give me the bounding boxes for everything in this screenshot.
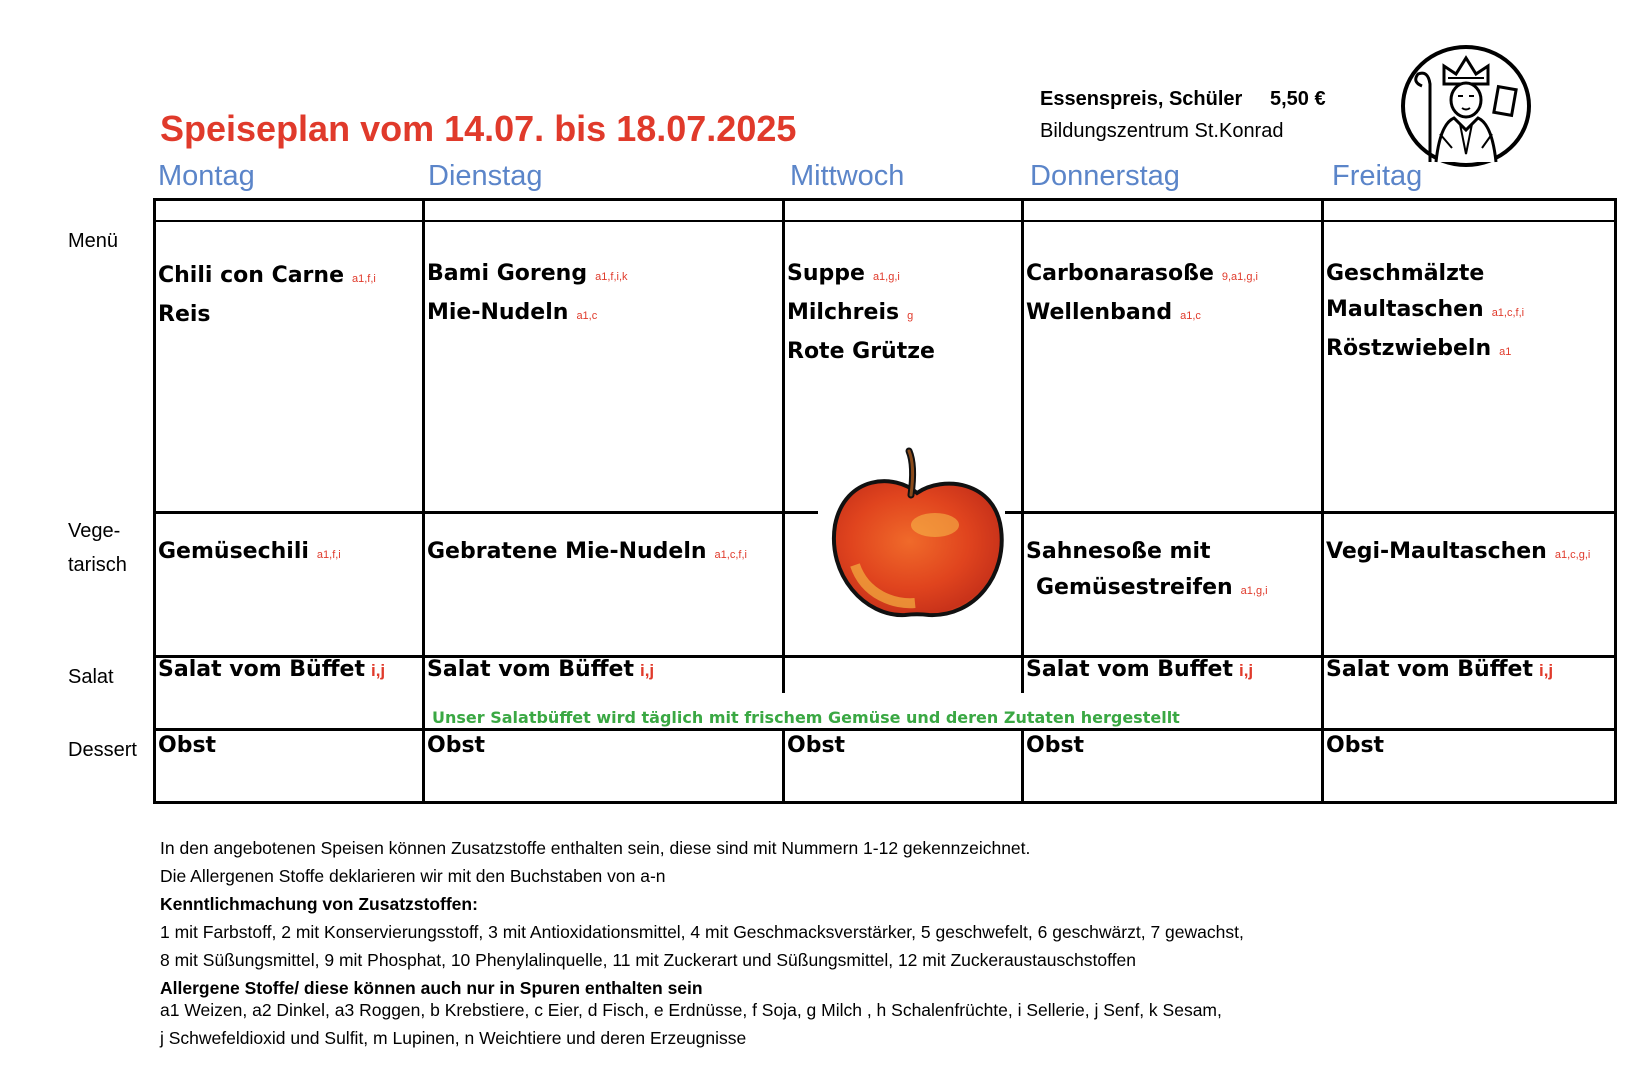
- row-label-salad: Salat: [68, 666, 114, 688]
- row-label-menu: Menü: [68, 230, 119, 252]
- footer-allergens-list-2: j Schwefeldioxid und Sulfit, m Lupinen, n Weichtiere und deren Erzeugnisse: [160, 1028, 747, 1048]
- salad-thursday: Salat vom Buffet i,j: [1026, 657, 1254, 682]
- salad-monday: Salat vom Büffet i,j: [158, 657, 386, 682]
- row-label-vegetarian: Vege- tarisch: [68, 520, 127, 576]
- footer-allergens-list-1: a1 Weizen, a2 Dinkel, a3 Roggen, b Krebstiere, c Eier, d Fisch, e Erdnüsse, f Soja, g Milch , h Schalenfrüchte, i Sellerie, j Senf, k Sesam,: [160, 1000, 1222, 1020]
- page-title: Speiseplan vom 14.07. bis 18.07.2025: [160, 108, 797, 149]
- veg-tuesday: Gebratene Mie-Nudeln a1,c,f,i: [427, 539, 747, 564]
- price-value: 5,50 €: [1270, 88, 1326, 110]
- footer-line-additives: In den angebotenen Speisen können Zusatzstoffe enthalten sein, diese sind mit Nummern 1-12 gekennzeichnet.: [160, 838, 1031, 858]
- price-label: Essenspreis, Schüler: [1040, 88, 1243, 110]
- price-info: [1040, 88, 1326, 111]
- saint-konrad-seal-icon: [1400, 44, 1532, 168]
- row-label-dessert: Dessert: [68, 739, 137, 761]
- salad-tuesday: Salat vom Büffet i,j: [427, 657, 655, 682]
- dessert-thursday: Obst: [1026, 733, 1085, 758]
- dessert-monday: Obst: [158, 733, 217, 758]
- footer-line-allergens: Die Allergenen Stoffe deklarieren wir mit den Buchstaben von a-n: [160, 866, 666, 886]
- veg-friday: Vegi-Maultaschen a1,c,g,i: [1326, 539, 1591, 564]
- menu-tuesday: Bami Goreng a1,f,i,k Mie-Nudeln a1,c: [427, 261, 628, 325]
- footer-additives-list-2: 8 mit Süßungsmittel, 9 mit Phosphat, 10 Phenylalinquelle, 11 mit Zuckerart und Süßungsmittel, 12 mit Zuckeraustauschstoffen: [160, 950, 1136, 970]
- salad-friday: Salat vom Büffet i,j: [1326, 657, 1554, 682]
- day-friday: Freitag: [1332, 160, 1423, 192]
- dessert-tuesday: Obst: [427, 733, 486, 758]
- dessert-wednesday: Obst: [787, 733, 846, 758]
- day-monday: Montag: [158, 160, 255, 192]
- dessert-friday: Obst: [1326, 733, 1385, 758]
- school-name: Bildungszentrum St.Konrad: [1040, 120, 1284, 142]
- footer-additives-list-1: 1 mit Farbstoff, 2 mit Konservierungsstoff, 3 mit Antioxidationsmittel, 4 mit Geschmacksverstärker, 5 geschwefelt, 6 geschwärzt, 7 gewachst,: [160, 922, 1244, 942]
- footer-heading-allergens: Allergene Stoffe/ diese können auch nur in Spuren enthalten sein: [160, 978, 703, 998]
- footer-heading-additives: Kenntlichmachung von Zusatzstoffen:: [160, 894, 478, 914]
- salad-buffet-note: Unser Salatbüffet wird täglich mit frischem Gemüse und deren Zutaten hergestellt: [432, 708, 1180, 727]
- menu-friday: Geschmälzte Maultaschen a1,c,f,i Röstzwiebeln a1: [1326, 261, 1525, 361]
- day-wednesday: Mittwoch: [790, 160, 905, 192]
- day-thursday: Donnerstag: [1030, 160, 1180, 192]
- veg-thursday: Sahnesoße mit Gemüsestreifen a1,g,i: [1026, 539, 1268, 600]
- menu-thursday: Carbonarasoße 9,a1,g,i Wellenband a1,c: [1026, 261, 1258, 325]
- apple-icon: [825, 445, 1010, 625]
- veg-monday: Gemüsechili a1,f,i: [158, 539, 341, 564]
- menu-wednesday: Suppe a1,g,i Milchreis g Rote Grütze: [787, 261, 935, 364]
- menu-monday: Chili con Carne a1,f,i Reis: [158, 263, 376, 327]
- day-tuesday: Dienstag: [428, 160, 543, 192]
